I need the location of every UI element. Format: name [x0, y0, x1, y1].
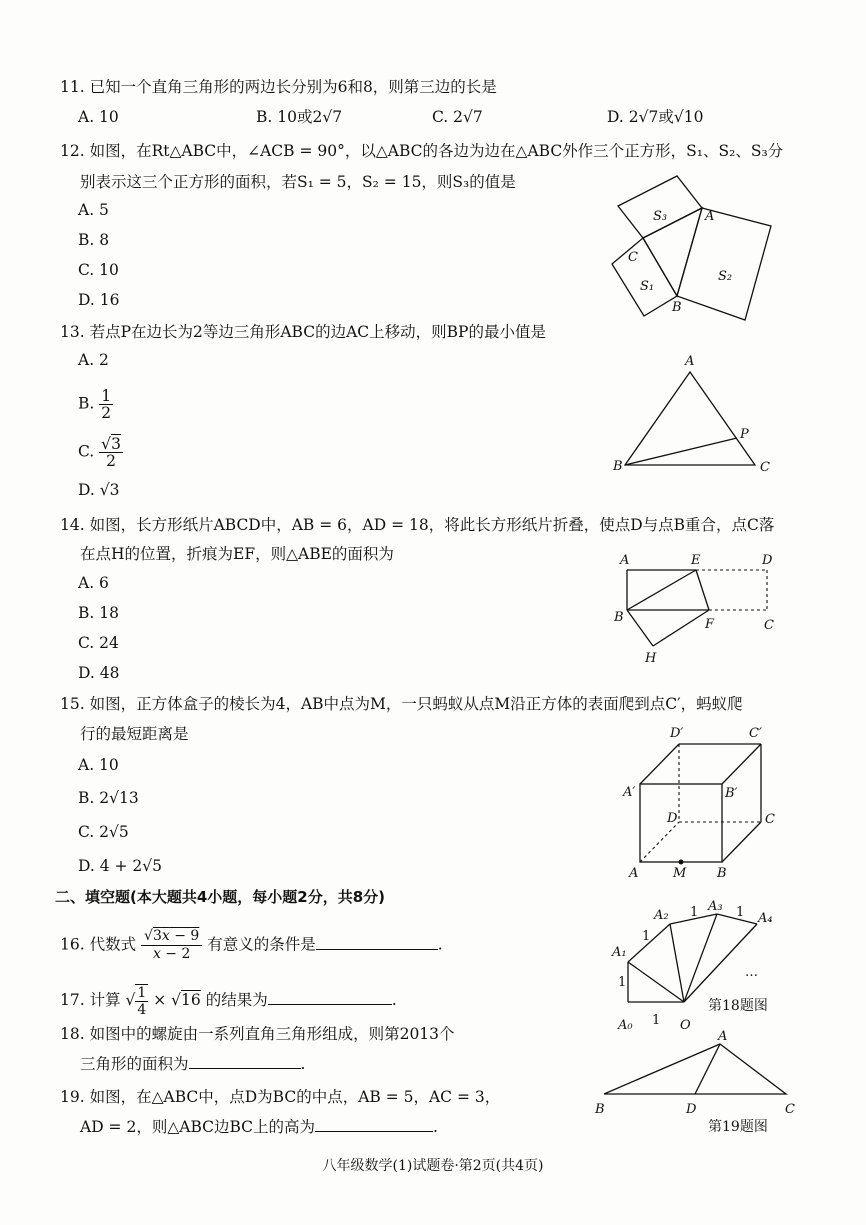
label-a: A [620, 553, 630, 568]
label-one-top2: 1 [736, 905, 745, 920]
label-c: C [628, 250, 638, 265]
label-s2: S₂ [718, 269, 733, 284]
label-a: A [685, 354, 695, 369]
label-d1: D′ [670, 726, 684, 741]
q15-option-c: C. 2√5 [78, 823, 129, 841]
segment-ad [695, 1044, 720, 1094]
label-b1: B′ [725, 786, 738, 801]
label-one-base: 1 [652, 1013, 661, 1028]
section-fill-in-title: 二、填空题(本大题共4小题，每小题2分，共8分) [55, 888, 386, 906]
label-b: B [614, 610, 624, 625]
q12-option-a: A. 5 [78, 201, 109, 219]
q18-figure [612, 894, 802, 1034]
q12-figure [600, 168, 790, 328]
q11-option-c: C. 2√7 [432, 108, 483, 126]
q16-line: 16. 代数式 $\frac{√3x - 9}{x - 2}$ 有意义的条件是 . [60, 928, 443, 962]
q15-option-d: D. 4 + 2√5 [78, 857, 163, 875]
q15-figure [615, 722, 795, 882]
q17-line: 17. 计算 √ $\frac{1}{4}$ × √16 的结果为 . [60, 985, 397, 1018]
q13-stem: 13. 若点P在边长为2等边三角形ABC的边AC上移动，则BP的最小值是 [60, 323, 546, 341]
label-m: M [673, 866, 687, 881]
q12-stem-line2: 别表示这三个正方形的面积，若S₁ = 5，S₂ = 15，则S₃的值是 [80, 173, 516, 191]
square-s1 [612, 238, 677, 316]
square-s2 [677, 208, 771, 320]
label-a2: A₂ [654, 908, 669, 923]
label-a4: A₄ [758, 911, 773, 926]
label-s3: S₃ [653, 209, 668, 224]
q15-option-b: B. 2√13 [78, 789, 139, 807]
q19-answer-blank [315, 1117, 433, 1132]
q13-option-d: D. √3 [78, 481, 120, 499]
label-a3: A₃ [708, 899, 723, 914]
q17-answer-blank [268, 990, 392, 1005]
q13-option-a: A. 2 [78, 351, 109, 369]
q16-fraction: $\frac{√3x - 9}{x - 2}$ [141, 928, 202, 963]
q14-option-a: A. 6 [78, 574, 109, 592]
label-o: O [680, 1018, 691, 1033]
q12-option-d: D. 16 [78, 291, 120, 309]
q13-figure [605, 350, 785, 480]
q12-option-b: B. 8 [78, 231, 110, 249]
q19-figure [590, 1030, 805, 1140]
q11-option-b: B. 10或2√7 [256, 108, 343, 126]
label-b: B [672, 300, 682, 315]
label-d: D [762, 553, 773, 568]
label-one-left: 1 [618, 975, 627, 990]
label-ellipsis: … [745, 965, 758, 980]
q14-option-b: B. 18 [78, 604, 119, 622]
q18-answer-blank [189, 1054, 301, 1069]
q15-option-a: A. 10 [78, 756, 119, 774]
label-c: C [785, 1102, 795, 1117]
label-c: C [760, 460, 770, 475]
label-d: D [686, 1102, 697, 1117]
label-f: F [705, 617, 715, 632]
label-c: C [765, 812, 775, 827]
q11-option-a: A. 10 [78, 108, 119, 126]
q17-expression: √ $\frac{1}{4}$ × √16 [125, 985, 201, 1018]
label-a1: A′ [623, 785, 636, 800]
label-c1: C′ [749, 726, 762, 741]
q18-caption: 第18题图 [708, 998, 768, 1014]
q15-stem-line2: 行的最短距离是 [80, 725, 189, 743]
q18-line2: 三角形的面积为 . [80, 1055, 306, 1073]
q11-stem: 11. 已知一个直角三角形的两边长分别为6和8，则第三边的长是 [60, 78, 497, 96]
q19-line1: 19. 如图，在△ABC中，点D为BC的中点，AB = 5，AC = 3， [60, 1088, 501, 1106]
label-a: A [705, 209, 715, 224]
label-a0: A₀ [618, 1018, 633, 1033]
q16-answer-blank [316, 935, 438, 950]
q15-stem-line1: 15. 如图，正方体盒子的棱长为4，AB中点为M，一只蚂蚁从点M沿正方体的表面爬到点C′，蚂蚁爬 [60, 695, 743, 713]
label-b: B [595, 1102, 605, 1117]
label-b: B [717, 866, 727, 881]
q11-option-d: D. 2√7或√10 [607, 108, 704, 126]
q13-option-c: C. $\frac{√3}{2}$ [78, 435, 121, 470]
label-one-mid: 1 [642, 929, 651, 944]
label-one-top1: 1 [690, 905, 699, 920]
label-b: B [613, 459, 623, 474]
q14-stem-line2: 在点H的位置，折痕为EF，则△ABE的面积为 [80, 545, 394, 563]
label-p: P [740, 427, 749, 442]
q14-figure [612, 548, 782, 673]
q19-caption: 第19题图 [708, 1119, 768, 1135]
label-h: H [645, 651, 657, 666]
q18-line1: 18. 如图中的螺旋由一系列直角三角形组成，则第2013个 [60, 1025, 455, 1043]
label-a: A [718, 1029, 728, 1044]
segment-be [627, 570, 696, 610]
q14-option-c: C. 24 [78, 634, 119, 652]
point-m [679, 860, 684, 865]
q13-option-b: B. $\frac{1}{2}$ [78, 387, 112, 422]
page-footer: 八年级数学(1)试题卷·第2页(共4页) [322, 1158, 544, 1174]
label-a: A [629, 866, 639, 881]
q14-stem-line1: 14. 如图，长方形纸片ABCD中，AB = 6，AD = 18，将此长方形纸片折叠，使点D与点B重合，点C落 [60, 516, 775, 534]
label-d: D [667, 811, 678, 826]
q12-stem-line1: 12. 如图，在Rt△ABC中，∠ACB = 90°，以△ABC的各边为边在△ABC外作三个正方形，S₁、S₂、S₃分 [60, 142, 784, 160]
triangle-abc [604, 1044, 786, 1094]
label-s1: S₁ [640, 279, 655, 294]
label-a1: A₁ [612, 945, 627, 960]
q12-option-c: C. 10 [78, 261, 119, 279]
fold-ef [696, 570, 709, 610]
q14-option-d: D. 48 [78, 664, 120, 682]
q19-line2: AD = 2，则△ABC边BC上的高为 . [80, 1118, 438, 1136]
label-e: E [691, 553, 701, 568]
label-c: C [764, 618, 774, 633]
front-face [640, 784, 722, 862]
triangle-abc [625, 372, 755, 465]
